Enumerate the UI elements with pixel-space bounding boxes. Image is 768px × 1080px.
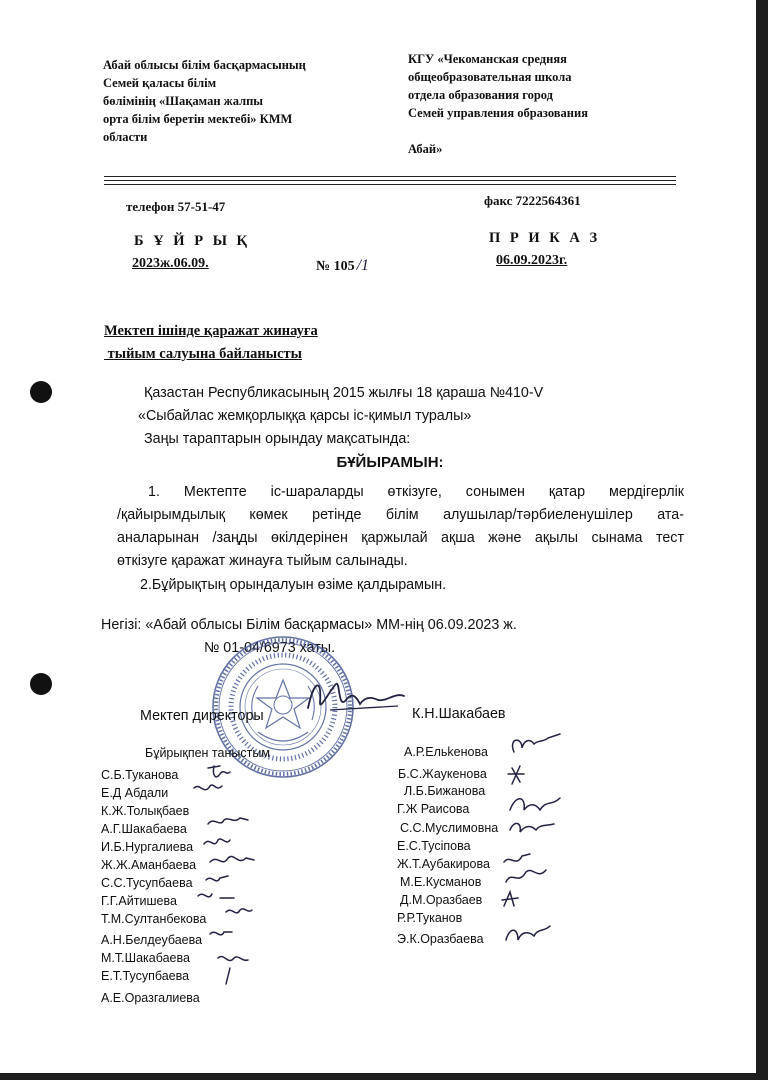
- handwritten-signature: [226, 909, 252, 913]
- header-left-line: Семей қаласы білім: [103, 76, 217, 90]
- scan-edge-right: [756, 0, 768, 1080]
- law-reference-line-1: Қазастан Республикасының 2015 жылғы 18 қараша №410-V: [144, 385, 544, 401]
- paragraph-1-line-3: аналарынан /заңды өкілдерінен қаржылай ақша және ақылы сынама тест: [117, 530, 684, 546]
- order-title-ru: П Р И К А З: [489, 230, 601, 246]
- ack-left-name: И.Б.Нургалиева: [101, 840, 194, 854]
- order-subject: [104, 320, 318, 366]
- ack-right-name: Б.С.Жаукенова: [398, 767, 487, 781]
- handwritten-signature: [508, 766, 524, 784]
- ack-left-name: Г.Г.Айтишева: [101, 894, 177, 908]
- ack-left-name: Т.М.Султанбекова: [101, 912, 207, 926]
- header-divider-top: [104, 176, 676, 177]
- header-left-line: орта білім беретін мектебі» КММ: [103, 112, 293, 126]
- director-signature: [300, 670, 410, 720]
- header-left-line: бөлімінің «Шақаман жалпы: [103, 94, 264, 108]
- ack-right-name: С.С.Муслимовна: [400, 821, 499, 835]
- ack-left-name: А.Г.Шакабаева: [101, 822, 187, 836]
- header-right-block: [408, 50, 588, 158]
- handwritten-signature: [206, 876, 228, 881]
- ack-right-name: Д.М.Оразбаев: [400, 893, 483, 907]
- ack-left-name: А.Е.Оразгалиева: [101, 991, 200, 1005]
- ack-right-name: Л.Б.Бижанова: [404, 784, 486, 798]
- ack-left-name: А.Н.Белдеубаева: [101, 933, 203, 947]
- header-right-line: Семей управления образования: [408, 106, 588, 120]
- order-number-printed: № 105: [316, 259, 355, 274]
- handwritten-signature: [506, 870, 546, 882]
- header-right-line: [408, 122, 588, 140]
- ack-left-name: Е.Т.Тусупбаева: [101, 969, 190, 983]
- ack-right-name: Р.Р.Туканов: [397, 911, 463, 925]
- order-date-ru: 06.09.2023г.: [496, 253, 568, 268]
- binder-hole-bottom: [30, 673, 52, 695]
- handwritten-signature: [502, 892, 518, 906]
- order-title-kz: Б Ұ Й Р Ы Қ: [134, 233, 251, 249]
- ack-right-name: Г.Ж Раисова: [397, 802, 470, 816]
- header-divider-mid: [104, 180, 676, 181]
- binder-hole-top: [30, 381, 52, 403]
- header-left-line: Абай облысы білім басқармасының: [103, 58, 306, 72]
- order-directive-word: БҰЙЫРАМЫН:: [336, 454, 444, 471]
- director-name: К.Н.Шакабаев: [412, 706, 506, 722]
- header-left-block: [103, 56, 306, 146]
- order-number-handwritten: /1: [356, 257, 370, 274]
- phone-number: телефон 57-51-47: [126, 199, 226, 214]
- ack-left-name: Е.Д Абдали: [101, 786, 169, 800]
- acknowledged-label: Бұйрықпен таныстым: [145, 746, 270, 760]
- handwritten-signature: [513, 734, 560, 752]
- ack-right-name: А.Р.Ельkенова: [404, 745, 488, 759]
- handwritten-signature: [210, 932, 232, 935]
- ack-right-signatures: [500, 730, 575, 955]
- handwritten-signature: [210, 856, 254, 862]
- handwritten-signature: [208, 818, 248, 824]
- ack-right-name: Ж.Т.Аубакирова: [397, 857, 490, 871]
- ack-left-signatures: [190, 762, 260, 1012]
- handwritten-signature: [510, 798, 560, 810]
- basis-line-2: № 01-04/6973 хаты.: [204, 640, 336, 656]
- ack-right-name: Е.С.Тусіпова: [397, 839, 471, 853]
- scan-edge-bottom: [0, 1073, 768, 1080]
- paragraph-1-line-1: 1. Мектепте іс-шараларды өткізуге, сонымен қатар мердігерлік: [148, 484, 684, 500]
- order-number: [316, 257, 369, 275]
- header-right-line: отдела образования город: [408, 88, 553, 102]
- director-position: Мектеп директоры: [140, 708, 264, 724]
- header-divider-bottom: [104, 184, 676, 185]
- subject-line-2: тыйым салуына байланысты: [104, 346, 302, 362]
- ack-left-name: К.Ж.Толықбаев: [101, 804, 190, 818]
- ack-left-name: М.Т.Шакабаева: [101, 951, 190, 965]
- handwritten-signature: [198, 894, 234, 898]
- paragraph-2: 2.Бұйрықтың орындалуын өзіме қалдырамын.: [140, 577, 447, 593]
- ack-left-name: С.Б.Туканова: [101, 768, 179, 782]
- paragraph-1-line-4: өткізуге қаражат жинауға тыйым салынады.: [117, 553, 408, 569]
- handwritten-signature: [510, 823, 554, 832]
- handwritten-signature: [204, 839, 230, 844]
- law-reference-line-2: «Сыбайлас жемқорлыққа қарсы іс-қимыл туралы»: [138, 408, 472, 424]
- header-right-line: общеобразовательная школа: [408, 70, 572, 84]
- header-left-line: области: [103, 130, 148, 144]
- ack-left-name: С.С.Тусупбаева: [101, 876, 193, 890]
- subject-line-1: Мектеп ішінде қаражат жинауға: [104, 323, 318, 339]
- ack-right-name: Э.К.Оразбаева: [397, 932, 484, 946]
- handwritten-signature: [506, 926, 550, 940]
- ack-right-name: М.Е.Кусманов: [400, 875, 482, 889]
- handwritten-signature: [208, 766, 230, 777]
- handwritten-signature: [194, 785, 222, 790]
- fax-number: факс 7222564361: [484, 193, 581, 208]
- paragraph-1-line-2: /қайырымдылық көмек ретінде білім алушылар/тәрбиеленушілер ата-: [117, 507, 684, 523]
- law-reference-line-3: Заңы тараптарын орындау мақсатында:: [144, 431, 411, 447]
- ack-left-name: Ж.Ж.Аманбаева: [101, 858, 197, 872]
- handwritten-signature: [218, 956, 248, 984]
- header-right-line: КГУ «Чекоманская средняя: [408, 52, 567, 66]
- handwritten-signature: [504, 854, 530, 862]
- basis-line-1: Негізі: «Абай облысы Білім басқармасы» ММ-нің 06.09.2023 ж.: [101, 617, 517, 633]
- order-date-kz: 2023ж.06.09.: [132, 256, 209, 271]
- header-right-line: Абай»: [408, 142, 443, 156]
